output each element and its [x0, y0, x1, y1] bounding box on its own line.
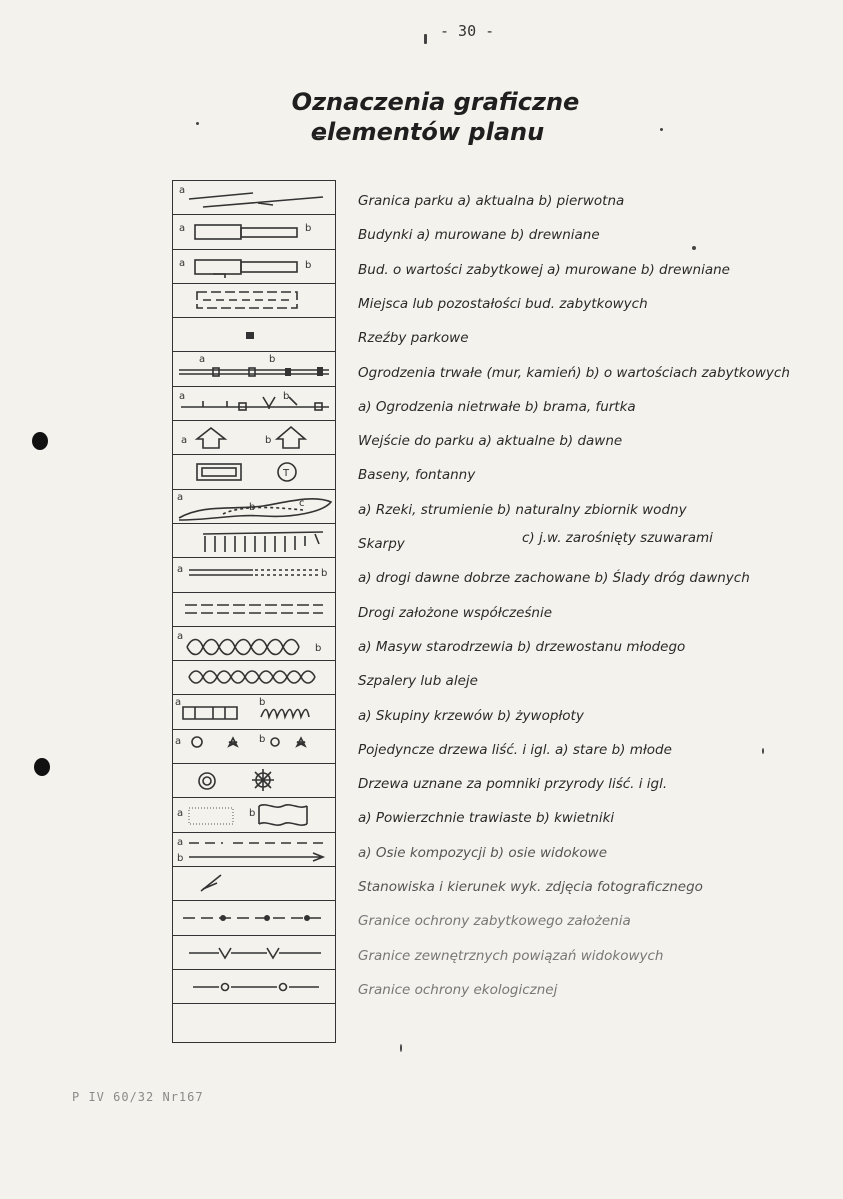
legend-symbol [173, 593, 333, 627]
legend-description: Granice ochrony ekologicznej [358, 981, 558, 998]
legend-symbol-column [172, 180, 336, 1043]
legend-symbol-cell [173, 695, 335, 729]
legend-description: Drzewa uznane za pomniki przyrody liść. i igl. [358, 776, 668, 793]
legend-symbol-cell [173, 901, 335, 935]
legend-symbol-cell [173, 593, 335, 627]
legend-symbol [173, 524, 333, 558]
speck [400, 1044, 402, 1052]
svg-text:b: b [315, 642, 322, 654]
svg-text:T: T [283, 468, 290, 480]
legend-description-extra: c) j.w. zarośnięty szuwarami [522, 530, 713, 546]
speck [660, 128, 663, 131]
svg-text:a: a [177, 808, 184, 820]
legend-description: Bud. o wartości zabytkowej a) murowane b) drewniane [358, 261, 730, 278]
legend-symbol [173, 558, 333, 592]
legend-symbol [173, 833, 333, 867]
svg-text:b: b [305, 223, 312, 235]
legend-symbol-cell [173, 833, 335, 867]
svg-text:a: a [179, 390, 186, 402]
punch-hole-bottom [34, 758, 50, 776]
title-dash [312, 136, 326, 137]
svg-text:a: a [175, 735, 182, 747]
legend-symbol [173, 764, 333, 798]
legend-symbol-cell [173, 490, 335, 524]
speck [196, 122, 199, 125]
svg-text:a: a [181, 435, 188, 447]
legend-symbol-cell [173, 1004, 335, 1042]
svg-text:a: a [177, 564, 184, 576]
svg-text:b: b [283, 390, 290, 402]
legend-symbol-cell [173, 798, 335, 832]
legend-description: Drogi założone współcześnie [358, 604, 553, 621]
svg-text:b: b [249, 501, 256, 513]
legend-description: Wejście do parku a) aktualne b) dawne [358, 433, 623, 450]
legend-symbol-cell [173, 181, 335, 215]
legend-symbol [173, 867, 333, 901]
legend-symbol-cell [173, 764, 335, 798]
legend-description: Pojedyncze drzewa liść. i igl. a) stare b) młode [358, 741, 672, 758]
svg-text:a: a [179, 257, 186, 269]
legend-symbol [173, 250, 333, 284]
svg-text:a: a [175, 697, 182, 709]
legend-description: Baseny, fontanny [358, 467, 476, 484]
legend-symbol [173, 215, 333, 249]
legend-symbol [173, 387, 333, 421]
legend-symbol-cell [173, 387, 335, 421]
legend-symbol [173, 695, 333, 729]
speck [762, 748, 764, 754]
speck [692, 246, 696, 250]
legend-symbol [173, 284, 333, 318]
legend-symbol-cell [173, 215, 335, 249]
legend-symbol [173, 318, 333, 352]
legend-symbol [173, 661, 333, 695]
legend-symbol [173, 421, 333, 455]
legend-symbol-cell [173, 867, 335, 901]
legend-symbol-cell [173, 970, 335, 1004]
legend-symbol-cell [173, 730, 335, 764]
legend-symbol-cell [173, 318, 335, 352]
svg-text:b: b [177, 852, 184, 864]
legend-symbol [173, 627, 333, 661]
legend-symbol-cell [173, 558, 335, 592]
punch-hole-top [32, 432, 48, 450]
legend-symbol [173, 730, 333, 764]
legend-symbol-cell [173, 455, 335, 489]
legend-symbol [173, 455, 333, 489]
legend-description: Szpalery lub aleje [358, 673, 478, 690]
legend-symbol [173, 970, 333, 1004]
legend-symbol [173, 181, 333, 215]
legend-symbol-cell [173, 250, 335, 284]
legend-description: a) Powierzchnie trawiaste b) kwietniki [358, 810, 615, 827]
legend-description: Budynki a) murowane b) drewniane [358, 227, 600, 244]
legend-description: Miejsca lub pozostałości bud. zabytkowych [358, 295, 648, 312]
legend-symbol [173, 798, 333, 832]
title-line-2: elementów planu [310, 118, 545, 146]
legend-symbol-cell [173, 936, 335, 970]
speck [424, 34, 427, 44]
legend-symbol [173, 490, 333, 524]
legend-description: Granica parku a) aktualna b) pierwotna [358, 193, 625, 209]
svg-text:a: a [177, 630, 184, 642]
legend-description: a) Skupiny krzewów b) żywopłoty [358, 707, 584, 724]
title-line-1: Oznaczenia graficzne [291, 88, 580, 116]
legend-description: Ogrodzenia trwałe (mur, kamień) b) o wartościach zabytkowych [358, 364, 790, 381]
svg-text:c: c [299, 497, 305, 509]
svg-text:b: b [259, 733, 266, 745]
legend-description: a) Ogrodzenia nietrwałe b) brama, furtka [358, 398, 636, 415]
svg-text:b: b [305, 259, 312, 271]
svg-text:a: a [179, 223, 186, 235]
svg-text:b: b [269, 354, 276, 366]
svg-text:b: b [321, 568, 328, 580]
svg-text:b: b [259, 697, 266, 709]
legend-symbol-cell [173, 352, 335, 386]
svg-text:a: a [177, 836, 184, 848]
legend-description: a) Masyw starodrzewia b) drzewostanu młodego [358, 638, 686, 655]
legend-description: a) drogi dawne dobrze zachowane b) Ślady dróg dawnych [358, 570, 750, 587]
legend-symbol-cell [173, 524, 335, 558]
legend-description: Granice zewnętrznych powiązań widokowych [358, 947, 664, 964]
legend-description: Skarpy [358, 536, 405, 552]
legend-symbol [173, 352, 333, 386]
legend-symbol-cell [173, 284, 335, 318]
svg-text:a: a [199, 354, 206, 366]
legend-description: Stanowiska i kierunek wyk. zdjęcia fotograficznego [358, 879, 703, 895]
legend-symbol [173, 901, 333, 935]
archive-stamp: P IV 60/32 Nr167 [72, 1090, 204, 1104]
svg-text:b: b [249, 808, 256, 820]
svg-text:a: a [177, 491, 184, 503]
page-number: - 30 - [440, 22, 495, 40]
legend-symbol-cell [173, 627, 335, 661]
legend-description: a) Osie kompozycji b) osie widokowe [358, 844, 607, 861]
legend-symbol [173, 936, 333, 970]
legend-symbol [173, 1004, 333, 1038]
svg-text:b: b [265, 435, 272, 447]
legend-description: Granice ochrony zabytkowego założenia [358, 913, 631, 930]
legend-description: a) Rzeki, strumienie b) naturalny zbiornik wodny [358, 501, 687, 518]
legend-description: Rzeźby parkowe [358, 330, 469, 347]
legend-symbol-cell [173, 421, 335, 455]
svg-text:a: a [179, 185, 186, 196]
legend-symbol-cell [173, 661, 335, 695]
